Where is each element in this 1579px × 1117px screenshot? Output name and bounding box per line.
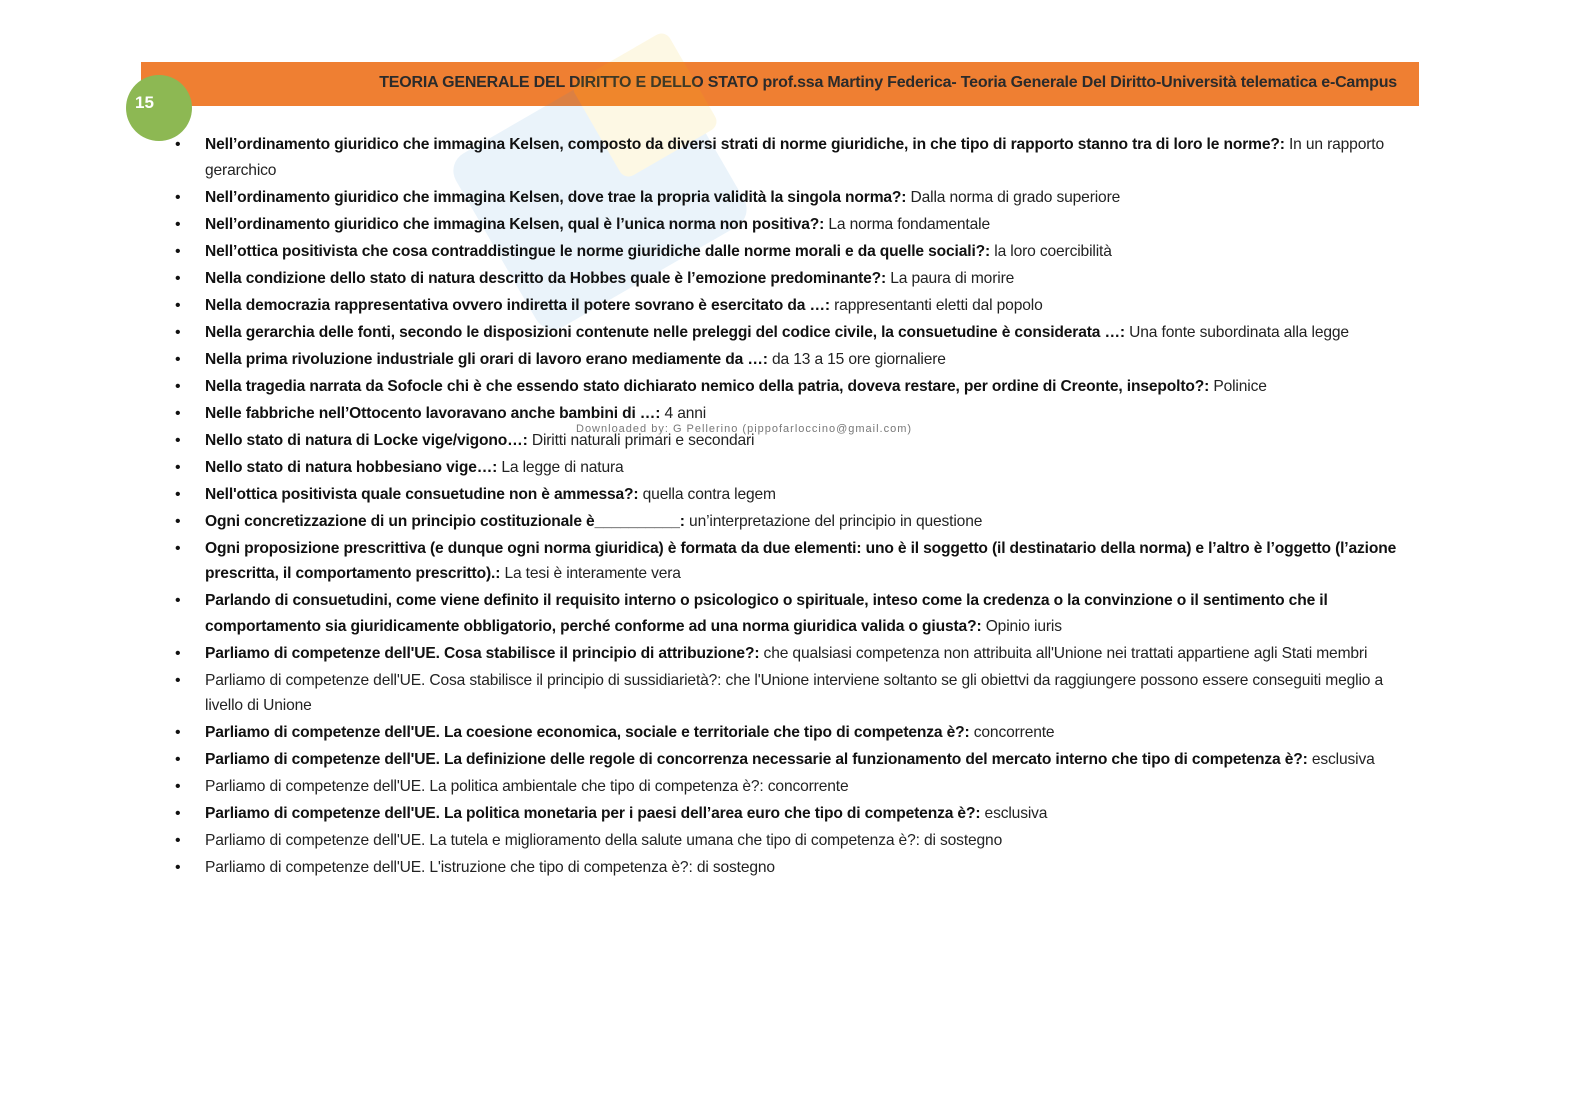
answer-text: In un rapporto gerarchico — [205, 136, 1384, 179]
question-text: Nell'ottica positivista quale consuetudine non è ammessa?: — [205, 485, 639, 503]
list-item — [175, 720, 1420, 746]
list-item — [175, 509, 1420, 535]
list-item — [175, 828, 1420, 854]
bullet-icon: • — [175, 188, 181, 206]
answer-text: esclusiva — [1311, 751, 1375, 768]
question-text: Nella condizione dello stato di natura descritto da Hobbes quale è l’emozione predominante?: — [205, 269, 887, 287]
list-item — [175, 801, 1420, 827]
answer-text: 4 anni — [664, 404, 707, 422]
document-title: TEORIA GENERALE DEL DIRITTO E DELLO STATO prof.ssa Martiny Federica- Teoria Generale Del Diritto-Università telematica e-Campus — [379, 74, 1397, 91]
question-text: Parlando di consuetudini, come viene definito il requisito interno o psicologico o spirituale, inteso come la credenza o la convinzione o il sentimento che il comportamento sia giuridicamente obbligatorio, perché conforme ad una norma giuridica valida o giusta?: — [205, 592, 1328, 635]
answer-text: che qualsiasi competenza non attribuita all'Unione nei trattati appartiene agli Stati membri — [763, 644, 1368, 662]
answer-text: Una fonte subordinata alla legge — [1129, 323, 1349, 341]
bullet-icon: • — [175, 458, 181, 476]
list-item — [175, 482, 1420, 508]
answer-text: da 13 a 15 ore giornaliere — [772, 350, 946, 368]
question-text: Nell’ordinamento giuridico che immagina Kelsen, composto da diversi strati di norme giuridiche, in che tipo di rapporto stanno tra di loro le norme?: — [205, 136, 1285, 153]
bullet-icon: • — [175, 350, 181, 368]
question-text: Parliamo di competenze dell'UE. La definizione delle regole di concorrenza necessarie al funzionamento del mercato interno che tipo di competenza è?: — [205, 751, 1308, 768]
question-text: Parliamo di competenze dell'UE. La coesione economica, sociale e territoriale che tipo di competenza è?: — [205, 724, 970, 741]
answer-text: Polinice — [1213, 377, 1267, 395]
answer-text: Dalla norma di grado superiore — [910, 188, 1121, 206]
bullet-icon: • — [175, 404, 181, 422]
answer-text: La norma fondamentale — [828, 215, 990, 233]
list-item — [175, 641, 1420, 667]
bullet-icon: • — [175, 751, 181, 768]
question-text: Nell’ottica positivista che cosa contraddistingue le norme giuridiche dalle norme morali e da quelle sociali?: — [205, 242, 991, 260]
list-item — [175, 293, 1420, 319]
bullet-icon: • — [175, 805, 181, 822]
bullet-icon: • — [175, 778, 181, 795]
bullet-icon: • — [175, 269, 181, 287]
question-text: Parliamo di competenze dell'UE. L'istruzione che tipo di competenza è?: — [205, 859, 693, 876]
question-text: Parliamo di competenze dell'UE. La politica monetaria per i paesi dell’area euro che tipo di competenza è?: — [205, 805, 981, 822]
answer-text: un’interpretazione del principio in questione — [689, 512, 983, 530]
list-item — [175, 536, 1420, 587]
bullet-icon: • — [175, 724, 181, 741]
answer-text: che l'Unione interviene soltanto se gli obiettvi da raggiungere possono essere conseguiti meglio a livello di Unione — [205, 671, 1384, 714]
list-item — [175, 588, 1420, 639]
bullet-icon: • — [175, 512, 181, 530]
question-text: Nello stato di natura di Locke vige/vigono…: — [205, 431, 528, 449]
answer-text: esclusiva — [984, 805, 1048, 822]
question-text: Nella prima rivoluzione industriale gli orari di lavoro erano mediamente da …: — [205, 350, 768, 368]
question-text: Nell’ordinamento giuridico che immagina Kelsen, qual è l’unica norma non positiva?: — [205, 215, 825, 233]
answer-text: di sostegno — [923, 832, 1003, 849]
answer-text: La tesi è interamente vera — [504, 565, 681, 582]
question-answer-list — [175, 132, 1420, 882]
bullet-icon: • — [175, 215, 181, 233]
list-item — [175, 266, 1420, 292]
list-item — [175, 374, 1420, 400]
bullet-icon: • — [175, 296, 181, 314]
list-item — [175, 455, 1420, 481]
bullet-icon: • — [175, 592, 181, 609]
page-number: 15 — [135, 93, 154, 112]
list-item — [175, 239, 1420, 265]
question-text: Parliamo di competenze dell'UE. Cosa stabilisce il principio di sussidiarietà?: — [205, 671, 722, 689]
download-note: Downloaded by: G Pellerino (pippofarloccino@gmail.com) — [576, 423, 913, 435]
question-text: Nelle fabbriche nell’Ottocento lavoravano anche bambini di …: — [205, 404, 661, 422]
question-text: Nella democrazia rappresentativa ovvero indiretta il potere sovrano è esercitato da …: — [205, 296, 830, 314]
list-item — [175, 185, 1420, 211]
question-text: Parliamo di competenze dell'UE. La politica ambientale che tipo di competenza è?: — [205, 778, 764, 795]
answer-text: la loro coercibilità — [994, 242, 1112, 260]
bullet-icon: • — [175, 136, 181, 153]
answer-text: La paura di morire — [890, 269, 1015, 287]
list-item — [175, 855, 1420, 881]
bullet-icon: • — [175, 485, 181, 503]
question-text: Parliamo di competenze dell'UE. La tutela e miglioramento della salute umana che tipo di competenza è?: — [205, 832, 920, 849]
bullet-icon: • — [175, 431, 181, 449]
answer-text: rappresentanti eletti dal popolo — [834, 296, 1043, 314]
list-item — [175, 347, 1420, 373]
answer-text: quella contra legem — [642, 485, 776, 503]
bullet-icon: • — [175, 539, 181, 557]
question-text: Nella tragedia narrata da Sofocle chi è che essendo stato dichiarato nemico della patria, doveva restare, per ordine di Creonte, insepolto?: — [205, 377, 1210, 395]
header-bar — [141, 62, 1419, 106]
question-text: Nello stato di natura hobbesiano vige…: — [205, 458, 498, 476]
question-text: Nell’ordinamento giuridico che immagina Kelsen, dove trae la propria validità la singola norma?: — [205, 188, 907, 206]
answer-text: di sostegno — [696, 859, 775, 876]
question-text: Ogni concretizzazione di un principio costituzionale è__________: — [205, 512, 685, 530]
question-text: Parliamo di competenze dell'UE. Cosa stabilisce il principio di attribuzione?: — [205, 644, 760, 662]
answer-text: concorrente — [767, 778, 849, 795]
bullet-icon: • — [175, 323, 181, 341]
answer-text: La legge di natura — [501, 458, 624, 476]
bullet-icon: • — [175, 859, 181, 876]
bullet-icon: • — [175, 242, 181, 260]
question-text: Ogni proposizione prescrittiva (e dunque ogni norma giuridica) è formata da due elementi: uno è il soggetto (il destinatario della norma) e l’altro è l’oggetto (l’azione prescritta, il comportamento prescritto).: — [205, 539, 1397, 582]
question-text: Nella gerarchia delle fonti, secondo le disposizioni contenute nelle preleggi del codice civile, la consuetudine è considerata …: — [205, 323, 1125, 341]
bullet-icon: • — [175, 377, 181, 395]
bullet-icon: • — [175, 671, 181, 689]
bullet-icon: • — [175, 832, 181, 849]
bullet-icon: • — [175, 644, 181, 662]
list-item — [175, 747, 1420, 773]
answer-text: concorrente — [973, 724, 1055, 741]
list-item — [175, 212, 1420, 238]
list-item — [175, 668, 1420, 719]
answer-text: Opinio iuris — [985, 617, 1062, 635]
list-item — [175, 774, 1420, 800]
answer-text: Diritti naturali primari e secondari — [531, 431, 755, 449]
list-item — [175, 132, 1420, 183]
list-item — [175, 320, 1420, 346]
